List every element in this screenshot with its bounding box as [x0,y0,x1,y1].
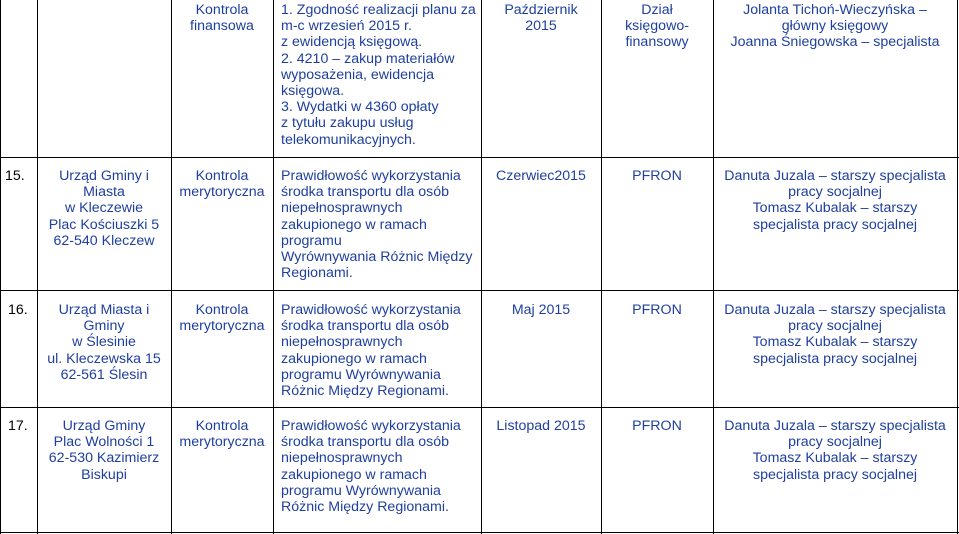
unit-cell: Urząd Gminy Plac Wolności 1 62-530 Kazimierz Biskupi [48,418,160,483]
persons-cell: Danuta Juzala – starszy specjalista pracy socjalnej Tomasz Kubalak – starszy specjalista pracy socjalnej [724,302,946,367]
column-divider [171,0,172,534]
control-scope-cell: Prawidłowość wykorzystania środka transportu dla osób niepełnosprawnych zakupionego w ramach programu Wyrównywania Różnic Między Regionami. [281,418,461,516]
control-type-cell: Kontrola merytoryczna [179,418,265,451]
persons-cell: Jolanta Tichoń-Wieczyńska – główny księgowy Joanna Śniegowska – specjalista [730,2,940,51]
control-date-cell: Listopad 2015 [496,418,586,434]
row-number: 17. [8,418,28,434]
control-scope-cell: Prawidłowość wykorzystania środka transportu dla osób niepełnosprawnych zakupionego w ramach programu Wyrównywania Różnic Między Regionami. [281,302,461,400]
control-type-cell: Kontrola merytoryczna [179,302,265,335]
unit-cell: Urząd Miasta i Gminy w Ślesinie ul. Kleczewska 15 62-561 Ślesin [47,302,161,383]
control-scope-cell: Prawidłowość wykorzystania środka transportu dla osób niepełnosprawnych zakupionego w ramach programu Wyrównywania Różnic Między Regionami. [281,168,473,282]
department-cell: PFRON [632,418,682,434]
row-number: 16. [8,302,28,318]
persons-cell: Danuta Juzala – starszy specjalista pracy socjalnej Tomasz Kubalak – starszy specjalista pracy socjalnej [724,168,946,233]
column-divider [601,0,602,534]
table-border-left [0,0,1,534]
unit-cell: Urząd Gminy i Miasta w Kleczewie Plac Kościuszki 5 62-540 Kleczew [48,168,160,249]
department-cell: PFRON [632,168,682,184]
row-divider [0,407,959,408]
table-border-right [957,0,958,534]
row-divider [0,157,959,158]
column-divider [273,0,274,534]
department-cell: PFRON [632,302,682,318]
column-divider [481,0,482,534]
control-date-cell: Październik 2015 [504,2,578,35]
control-type-cell: Kontrola merytoryczna [179,168,265,201]
control-date-cell: Maj 2015 [511,302,571,318]
control-scope-cell: 1. Zgodność realizacji planu za m-c wrzesień 2015 r. z ewidencją księgową. 2. 4210 – zakup materiałów wyposażenia, ewidencja księgowa. 3. Wydatki w 4360 opłaty z tytułu zakupu usług telekomunikacyjnych. [281,2,476,148]
table-border-bottom [0,532,959,533]
row-divider [0,290,959,291]
persons-cell: Danuta Juzala – starszy specjalista pracy socjalnej Tomasz Kubalak – starszy specjalista pracy socjalnej [724,418,946,483]
row-number: 15. [5,168,25,184]
control-date-cell: Czerwiec2015 [496,168,586,184]
control-type-cell: Kontrola finansowa [190,2,254,35]
department-cell: Dział księgowo- finansowy [625,2,689,51]
